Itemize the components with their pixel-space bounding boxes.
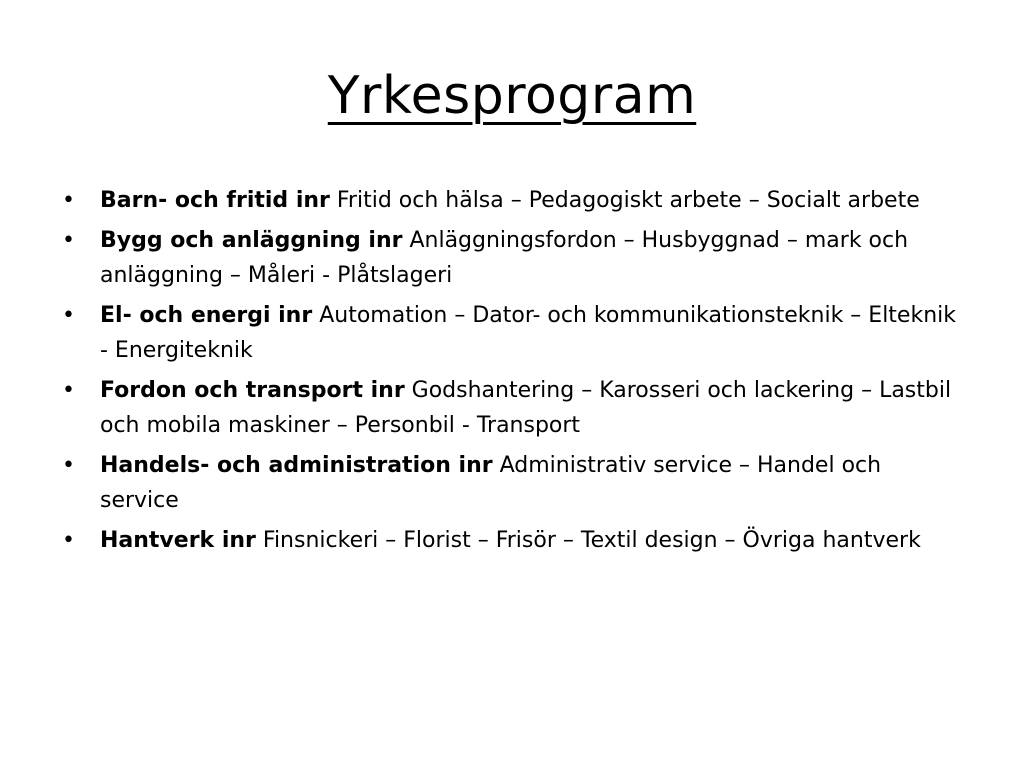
bullet-icon: • [62,528,75,553]
list-item [60,183,960,218]
program-orientations: Fritid och hälsa – Pedagogiskt arbete – Socialt arbete [336,188,920,213]
program-name: Fordon och transport inr [100,378,405,403]
slide-title [0,56,1024,136]
program-name: Barn- och fritid inr [100,188,330,213]
slide-title-text: Yrkesprogram [327,66,697,126]
program-name: Bygg och anläggning inr [100,228,403,253]
bullet-list [60,183,960,563]
program-name: Hantverk inr [100,528,256,553]
program-orientations: Automation – Dator- och kommunikationsteknik – Elteknik - Energiteknik [100,303,956,363]
program-orientations: Finsnickeri – Florist – Frisör – Textil design – Övriga hantverk [262,528,921,553]
bullet-icon: • [62,228,75,253]
list-item [60,298,960,368]
list-item [60,223,960,293]
program-name: Handels- och administration inr [100,453,493,478]
bullet-icon: • [62,453,75,478]
program-orientations: Godshantering – Karosseri och lackering – Lastbil och mobila maskiner – Personbil - Transport [100,378,952,438]
list-item [60,373,960,443]
program-orientations: Anläggningsfordon – Husbyggnad – mark och anläggning – Måleri - Plåtslageri [100,228,909,288]
bullet-icon: • [62,378,75,403]
list-item [60,523,960,558]
program-orientations: Administrativ service – Handel och service [100,453,882,513]
program-name: El- och energi inr [100,303,313,328]
bullet-icon: • [62,303,75,328]
list-item [60,448,960,518]
bullet-icon: • [62,188,75,213]
